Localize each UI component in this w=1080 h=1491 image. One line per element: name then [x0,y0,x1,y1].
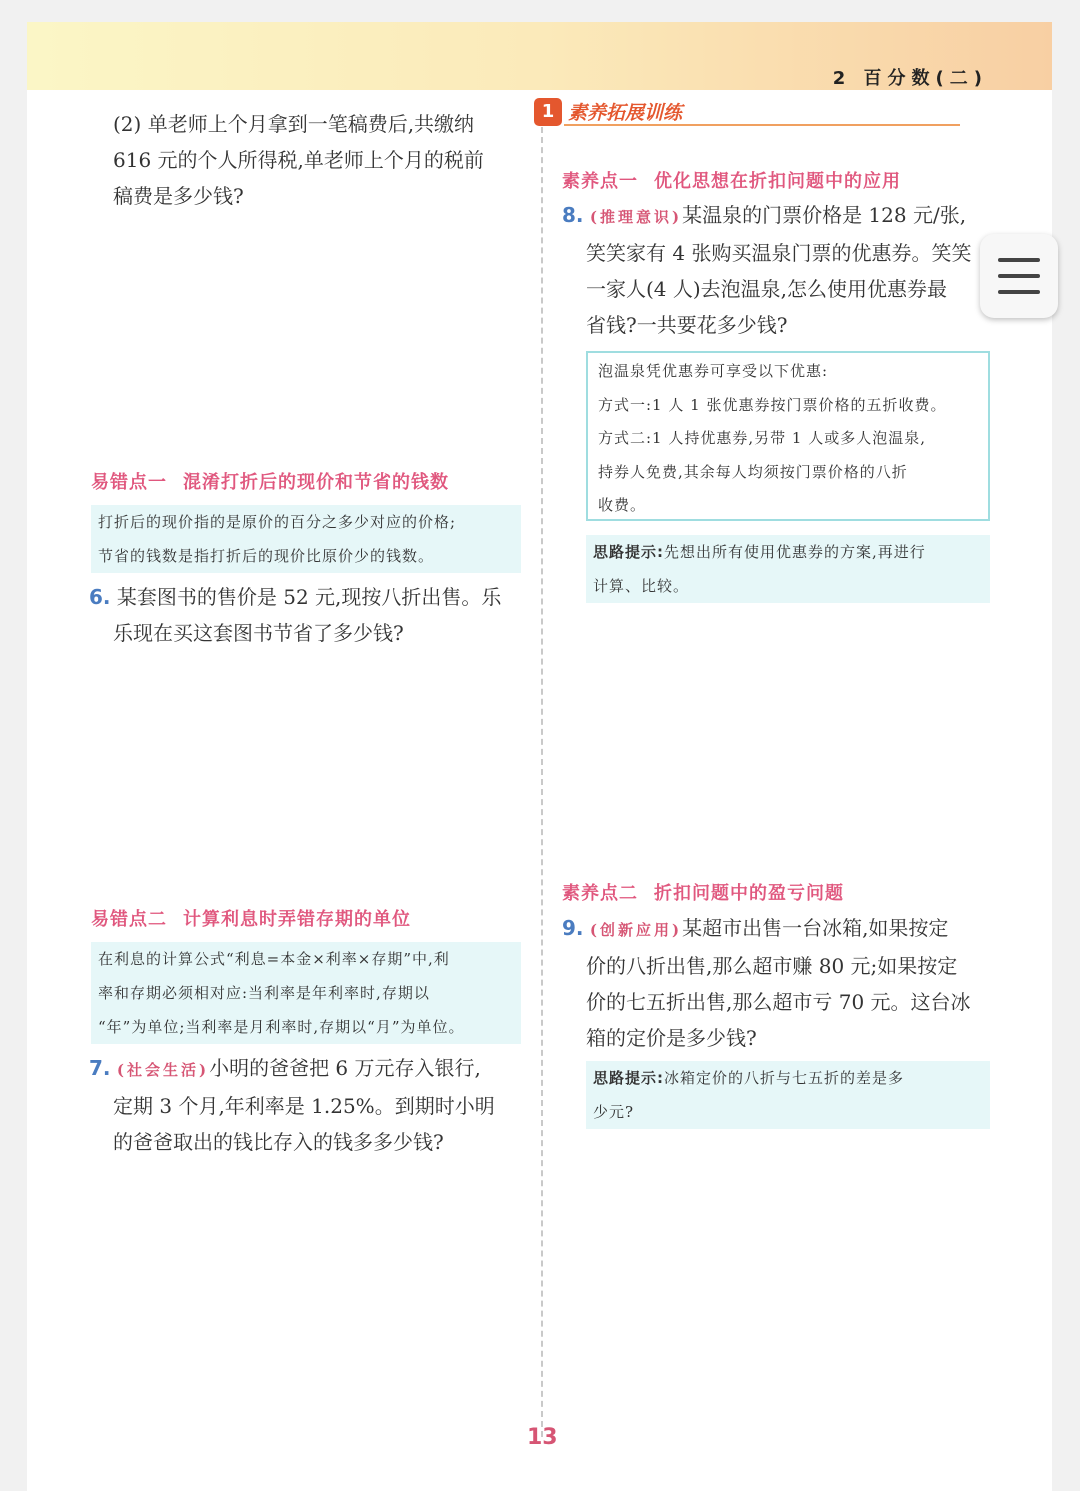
question-line: 价的八折出售,那么超市赚 80 元;如果按定 [586,954,958,978]
question-line: 某温泉的门票价格是 128 元/张, [682,203,967,227]
banner-underline [564,124,960,126]
question-number: 6. [89,585,111,609]
banner-icon: 1 [534,98,562,126]
question-8 [562,197,1002,343]
question-number: 8. [562,203,584,227]
section-title: 优化思想在折扣问题中的应用 [654,171,901,192]
hint-line: 计算、比较。 [593,577,690,595]
question-9 [562,910,1002,1056]
question-number: 7. [89,1056,111,1080]
question-tag: (推理意识) [589,208,683,226]
header-band [27,22,1052,90]
page-number: 13 [527,1425,558,1450]
question-number: 9. [562,916,584,940]
question-line: 的爸爸取出的钱比存入的钱多多少钱? [113,1130,444,1154]
question-line: 某超市出售一台冰箱,如果按定 [682,916,949,940]
section-label: 易错点一 [91,472,167,493]
banner-title: 素养拓展训练 [568,102,683,124]
question-tag: (创新应用) [589,921,683,939]
chapter-title: 2 百分数(二) [832,68,988,89]
tip-line: 打折后的现价指的是原价的百分之多少对应的价格; [98,513,457,531]
section-title: 混淆打折后的现价和节省的钱数 [183,472,449,493]
column-divider [541,117,543,1437]
section-title: 折扣问题中的盈亏问题 [654,883,844,904]
box-line: 方式二:1 人持优惠券,另带 1 人或多人泡温泉, [598,429,926,447]
section-label: 素养点二 [562,883,638,904]
question-line: 一家人(4 人)去泡温泉,怎么使用优惠券最 [586,277,948,301]
question-line: 箱的定价是多少钱? [586,1026,757,1050]
tip-line: 在利息的计算公式“利息=本金×利率×存期”中,利 [98,950,450,968]
box-line: 泡温泉凭优惠券可享受以下优惠: [598,362,829,380]
section-label: 易错点二 [91,909,167,930]
tip-line: “年”为单位;当利率是月利率时,存期以“月”为单位。 [98,1018,465,1036]
hamburger-menu-button[interactable] [980,234,1058,318]
question-line: 笑笑家有 4 张购买温泉门票的优惠券。笑笑 [586,241,972,265]
question-line: 616 元的个人所得税,单老师上个月的税前 [113,148,484,172]
hint-line: 先想出所有使用优惠券的方案,再进行 [664,543,926,561]
question-line: 小明的爸爸把 6 万元存入银行, [209,1056,481,1080]
question-6 [89,579,529,651]
error-point-1-heading [91,468,449,494]
question-tag: (社会生活) [116,1061,210,1079]
question-line: 定期 3 个月,年利率是 1.25%。到期时小明 [113,1094,495,1118]
tip-line: 节省的钱数是指打折后的现价比原价少的钱数。 [98,547,435,565]
question-line: 某套图书的售价是 52 元,现按八折出售。乐 [116,585,502,609]
box-line: 方式一:1 人 1 张优惠券按门票价格的五折收费。 [598,395,947,414]
box-line: 收费。 [598,496,647,514]
error-point-2-heading [91,905,411,931]
box-line: 持券人免费,其余每人均须按门票价格的八折 [598,462,908,481]
question-7 [89,1050,529,1160]
question-line: 稿费是多少钱? [113,184,244,208]
hint-label: 思路提示: [593,1069,664,1087]
part-prefix: (2) [113,112,142,136]
question-5-part-2 [113,106,533,214]
section-label: 素养点一 [562,171,638,192]
hint-label: 思路提示: [593,543,664,561]
hint-line: 少元? [593,1103,635,1121]
question-line: 乐现在买这套图书节省了多少钱? [113,621,404,645]
question-8-hint [586,535,990,603]
tip-line: 率和存期必须相对应:当利率是年利率时,存期以 [98,984,430,1002]
question-line: 省钱?一共要花多少钱? [586,313,788,337]
error-point-2-tip [91,942,521,1044]
question-line: 单老师上个月拿到一笔稿费后,共缴纳 [147,112,475,136]
question-line: 价的七五折出售,那么超市亏 70 元。这台冰 [586,990,971,1014]
error-point-1-tip [91,505,521,573]
skill-point-2-heading [562,879,844,905]
skill-point-1-heading [562,167,901,193]
hint-line: 冰箱定价的八折与七五折的差是多 [664,1069,905,1087]
coupon-rules-box [586,351,990,521]
extension-training-banner [534,96,962,128]
section-title: 计算利息时弄错存期的单位 [183,909,411,930]
question-9-hint [586,1061,990,1129]
